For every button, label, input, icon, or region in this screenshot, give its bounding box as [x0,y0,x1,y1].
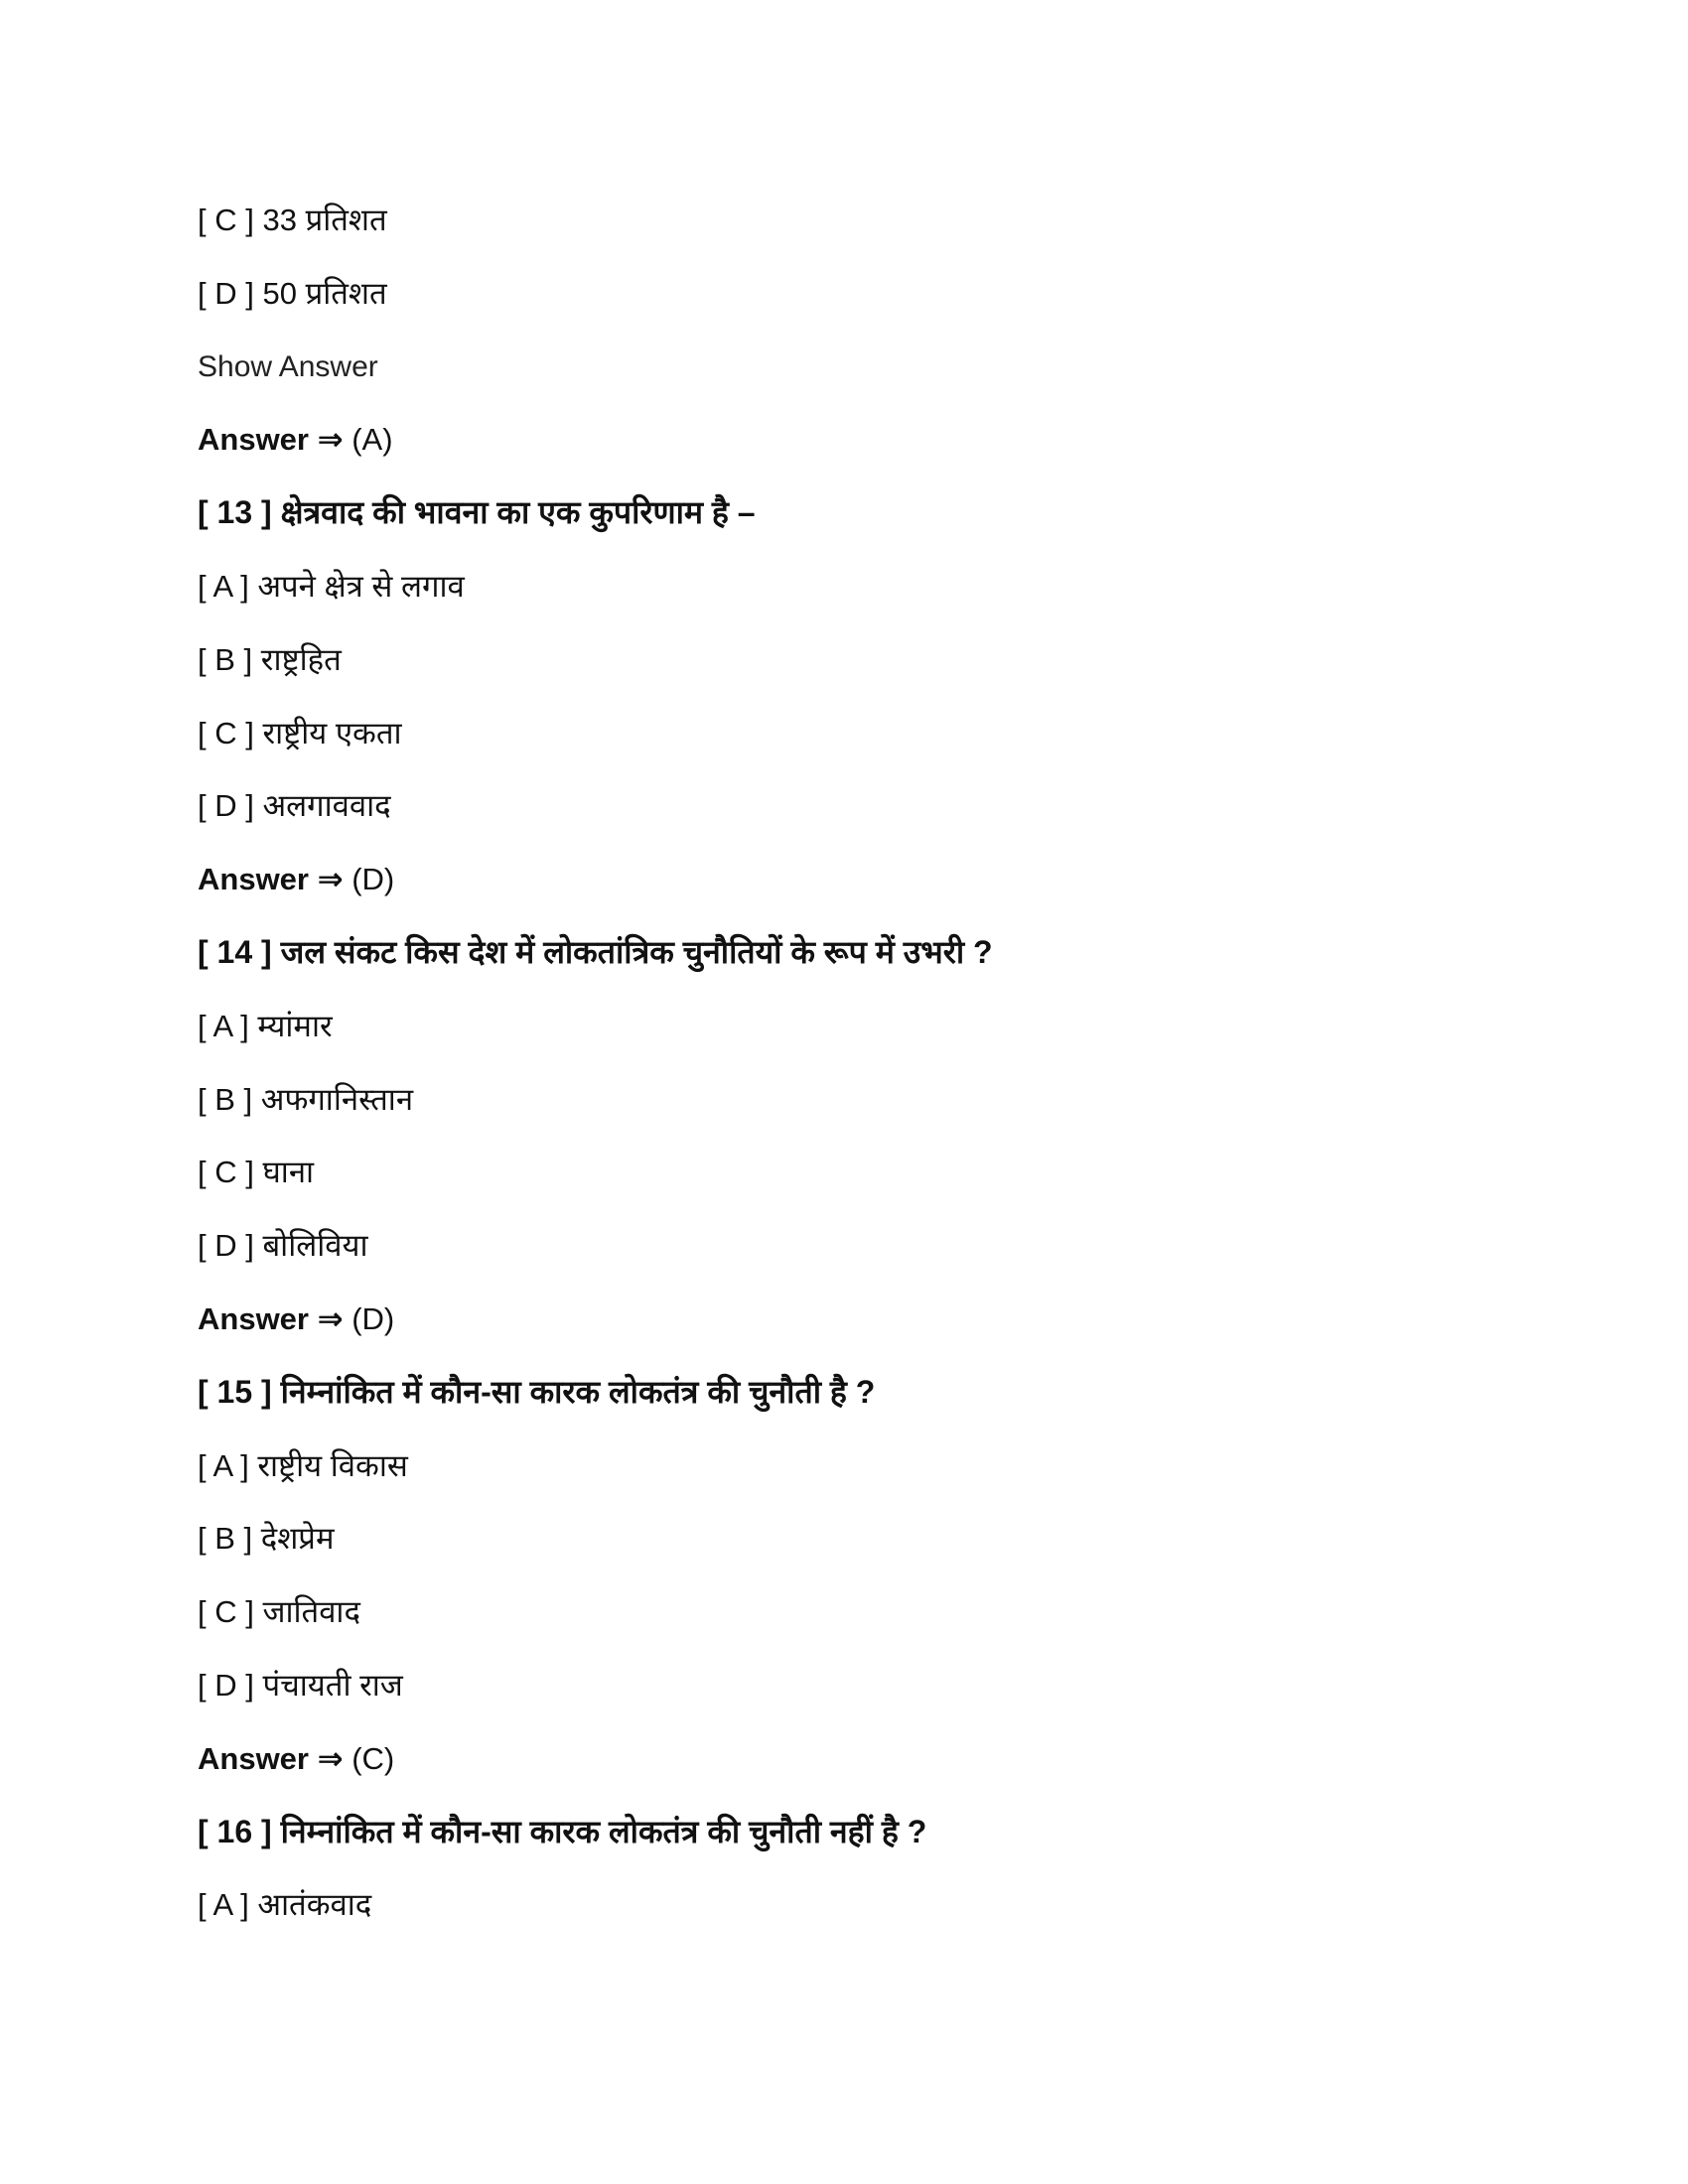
option-d [198,1649,1589,1722]
option-label: [ D ] [198,275,254,311]
content-text: (D) [352,862,395,897]
label-text: [ B ] [198,1081,253,1117]
option-c [198,1575,1589,1649]
question-15 [198,1356,1589,1430]
question-14 [198,916,1589,990]
content-text: [ 15 ] [198,1373,272,1410]
option-d [198,257,1589,331]
option-a [198,1430,1589,1503]
option-a [198,1868,1589,1942]
question-text: निम्नांकित में कौन-सा कारक लोकतंत्र की चुनौती है ? [280,1373,876,1410]
label-text: [ C ] [198,1594,254,1630]
content-text: [ 13 ] [198,494,272,531]
option-b [198,1502,1589,1575]
content-text: राष्ट्रीय एकता [262,715,402,751]
answer-line [198,1722,1589,1796]
label-text: [ C ] [198,715,254,751]
content-text: अलगाववाद [262,788,391,824]
answer-line [198,843,1589,916]
content-text: बोलिविया [262,1228,368,1264]
content-text: घाना [262,1155,315,1190]
label-text: [ C ] [198,1155,254,1190]
label-text: Answer ⇒ [198,862,344,897]
content-text: [ 16 ] [198,1813,272,1849]
label-text: Answer ⇒ [198,1740,344,1776]
content-text: राष्ट्रहित [260,641,342,677]
question-13 [198,477,1589,550]
content-text: अपने क्षेत्र से लगाव [257,568,465,604]
question-text: क्षेत्रवाद की भावना का एक कुपरिणाम है – [280,494,756,531]
content-text: [ 14 ] [198,933,272,970]
content-text: जातिवाद [262,1594,360,1630]
option-b [198,1063,1589,1137]
option-text: 33 प्रतिशत [262,203,387,237]
option-c [198,184,1589,257]
label-text: [ D ] [198,1667,254,1703]
show-answer-link[interactable]: Show Answer [198,349,378,383]
content-text: अफगानिस्तान [260,1081,414,1117]
option-d [198,769,1589,843]
answer-label: Answer ⇒ [198,422,344,458]
option-text: 50 प्रतिशत [262,275,387,311]
label-text: [ B ] [198,641,253,677]
content-text: आतंकवाद [257,1887,372,1923]
answer-line [198,403,1589,477]
question-16 [198,1796,1589,1869]
content-text: पंचायती राज [262,1667,403,1703]
answer-line [198,1283,1589,1356]
question-text: निम्नांकित में कौन-सा कारक लोकतंत्र की चुनौती नहीं है ? [280,1813,927,1849]
answer-value: (A) [352,422,393,458]
option-d [198,1209,1589,1283]
option-b [198,623,1589,697]
content-text: म्यांमार [257,1008,333,1043]
label-text: [ B ] [198,1521,253,1557]
label-text: [ A ] [198,1008,249,1043]
option-c [198,697,1589,770]
label-text: [ D ] [198,788,254,824]
label-text: [ A ] [198,1887,249,1923]
content-text: राष्ट्रीय विकास [257,1447,408,1483]
content-text: (D) [352,1300,395,1336]
question-text: जल संकट किस देश में लोकतांत्रिक चुनौतियों के रूप में उभरी ? [280,933,993,970]
option-c [198,1136,1589,1209]
label-text: [ D ] [198,1228,254,1264]
label-text: [ A ] [198,1447,249,1483]
content-text: देशप्रेम [260,1521,335,1557]
option-label: [ C ] [198,203,254,237]
document-page [198,184,1589,1942]
label-text: [ A ] [198,568,249,604]
option-a [198,990,1589,1063]
option-a [198,550,1589,623]
content-text: (C) [352,1740,395,1776]
label-text: Answer ⇒ [198,1300,344,1336]
